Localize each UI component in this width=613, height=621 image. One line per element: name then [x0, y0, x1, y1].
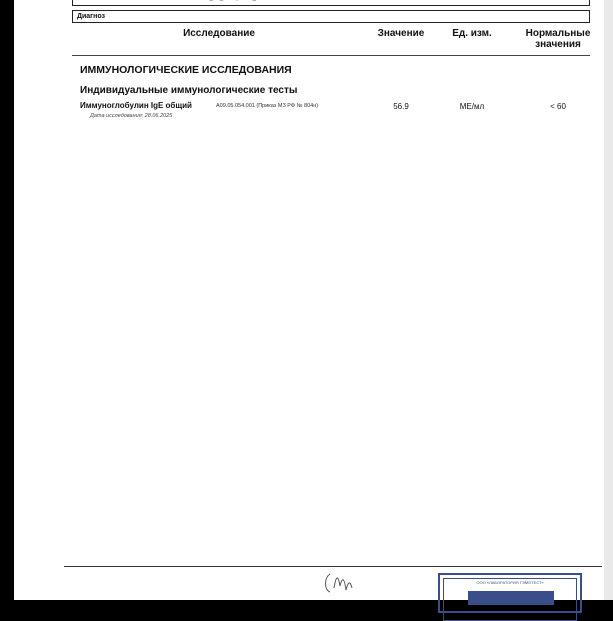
- ward-label: [355, 0, 376, 1]
- test-date: Дата исследования: 28.06.2025: [90, 113, 173, 119]
- test-unit: МЕ/мл: [459, 102, 485, 111]
- patient-info-strip: [72, 0, 590, 6]
- group-title: Индивидуальные иммунологические тесты: [80, 85, 298, 96]
- header-norm-line2: значения: [535, 39, 581, 50]
- diagnosis-box: [72, 10, 590, 23]
- signature: [320, 568, 364, 600]
- header-norm: [514, 28, 602, 50]
- test-norm: < 60: [550, 102, 566, 111]
- test-name: Иммуноглобулин IgE общий: [80, 101, 192, 110]
- section-title: ИММУНОЛОГИЧЕСКИЕ ИССЛЕДОВАНИЯ: [80, 64, 292, 76]
- lab-report-page: [14, 0, 604, 600]
- diagnosis-label: Диагноз: [77, 13, 105, 20]
- header-norm-line1: Нормальные: [525, 28, 591, 39]
- header-divider: [72, 55, 590, 56]
- header-value: Значение: [377, 28, 425, 39]
- patient-address: [193, 0, 313, 1]
- stamp-logo-block: [468, 591, 554, 605]
- viewer-right-edge: [604, 0, 613, 600]
- header-study: Исследование: [183, 28, 255, 39]
- test-value: 56.9: [393, 102, 409, 111]
- lab-stamp: [438, 573, 582, 613]
- header-unit: Ед. изм.: [452, 28, 492, 39]
- stamp-org-name: ООО «ЛАБОРАТОРИЯ ГЭМОТЕСТ»: [476, 580, 544, 585]
- test-code: A09.05.054.001 (Приказ МЗ РФ № 804н): [216, 103, 319, 109]
- footer-divider: [64, 566, 602, 567]
